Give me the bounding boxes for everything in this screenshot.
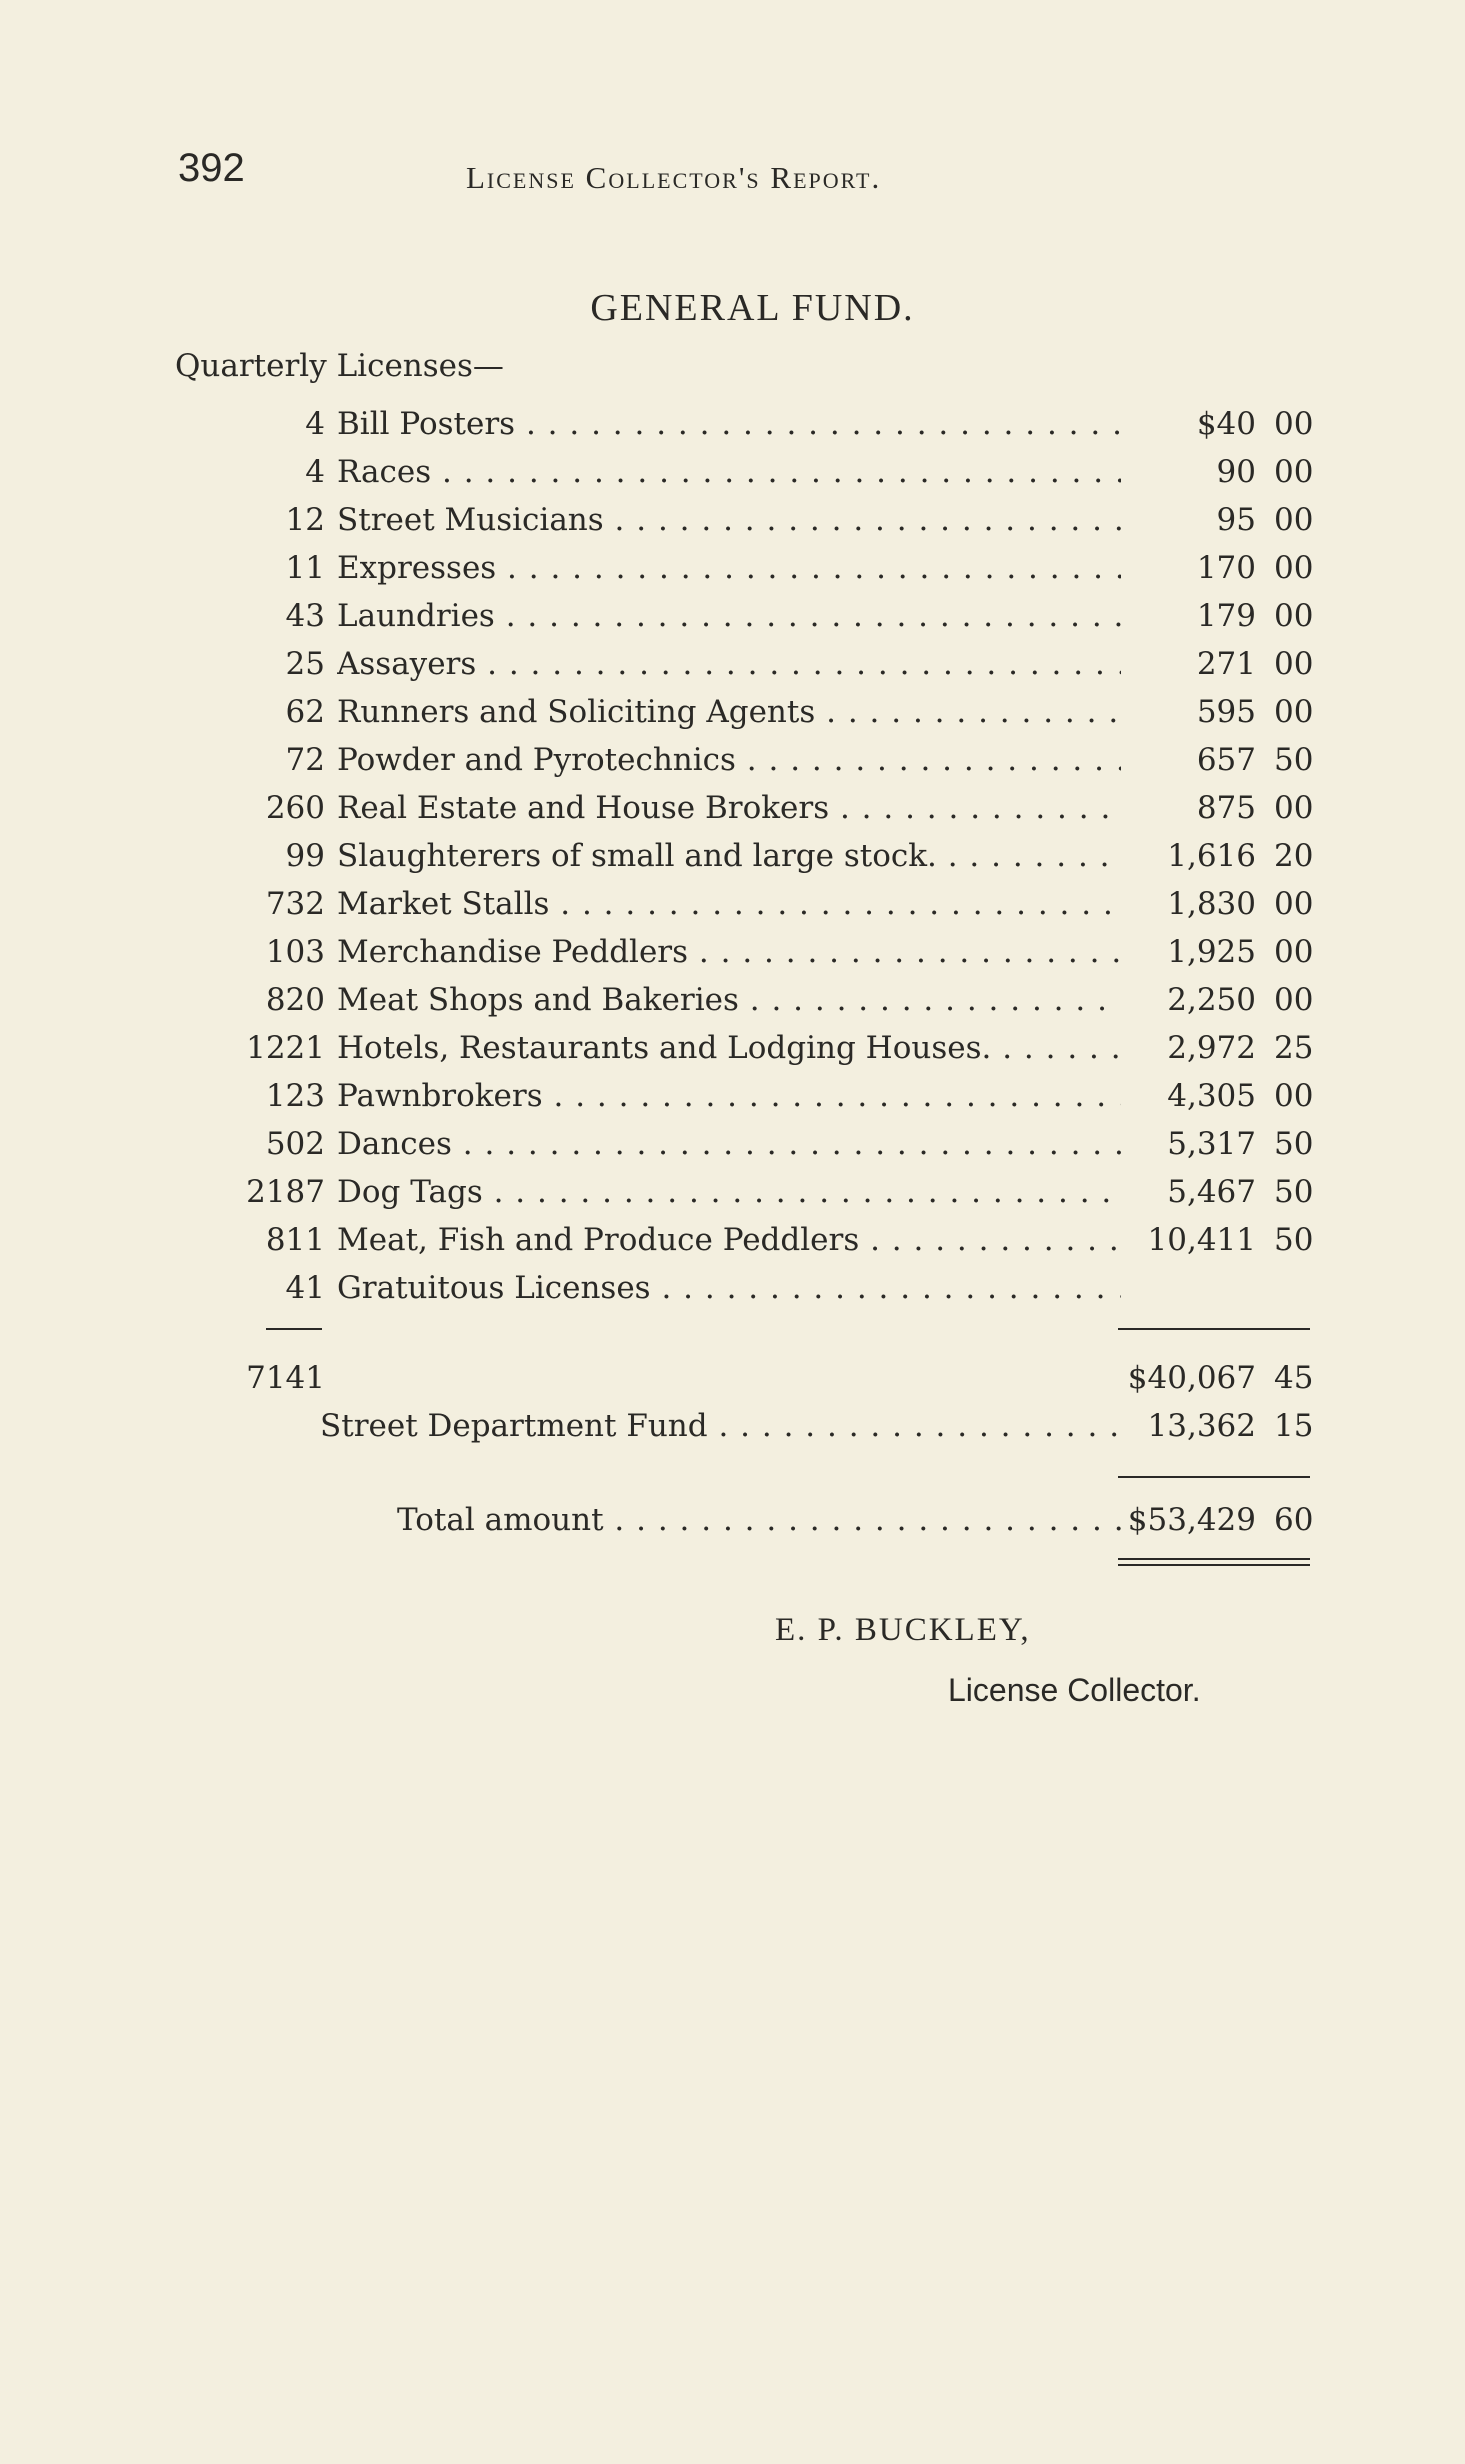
license-count: 4 xyxy=(305,454,325,490)
section-title: GENERAL FUND. xyxy=(590,287,915,329)
license-cents: 00 xyxy=(1274,694,1314,730)
license-cents: 50 xyxy=(1274,1222,1314,1258)
license-label: Real Estate and House Brokers . . . xyxy=(337,784,1121,832)
license-label: Gratuitous Licenses . . . xyxy=(337,1264,1121,1312)
sum-rule xyxy=(1118,1328,1310,1330)
license-dollars: 2,972 xyxy=(1167,1030,1256,1066)
license-row xyxy=(0,544,1465,592)
license-cents: 00 xyxy=(1274,934,1314,970)
license-cents: 00 xyxy=(1274,790,1314,826)
license-label: Dog Tags . . . xyxy=(337,1168,1121,1216)
license-label: Expresses . . . xyxy=(337,544,1121,592)
license-row xyxy=(0,784,1465,832)
license-count: 811 xyxy=(265,1222,325,1258)
license-dollars: 10,411 xyxy=(1147,1222,1256,1258)
license-label: Laundries . . . xyxy=(337,592,1121,640)
license-label: Assayers . . . xyxy=(337,640,1121,688)
license-cents: 00 xyxy=(1274,982,1314,1018)
license-count: 4 xyxy=(305,406,325,442)
signature-name: E. P. BUCKLEY, xyxy=(775,1612,1031,1648)
license-cents: 00 xyxy=(1274,454,1314,490)
total-dollars: $53,429 xyxy=(1127,1502,1256,1538)
license-row xyxy=(0,1168,1465,1216)
license-dollars: 657 xyxy=(1196,742,1256,778)
license-cents: 00 xyxy=(1274,550,1314,586)
total-row xyxy=(0,1496,1465,1544)
license-dollars: 95 xyxy=(1216,502,1256,538)
license-row xyxy=(0,928,1465,976)
license-count: 2187 xyxy=(246,1174,325,1210)
signature-title: License Collector. xyxy=(948,1672,1201,1708)
double-rule-bottom xyxy=(1118,1564,1310,1566)
subheading: Quarterly Licenses— xyxy=(175,348,504,384)
license-row xyxy=(0,1216,1465,1264)
license-row xyxy=(0,880,1465,928)
license-count: 732 xyxy=(265,886,325,922)
license-count: 820 xyxy=(265,982,325,1018)
license-count: 99 xyxy=(285,838,325,874)
license-cents: 50 xyxy=(1274,1174,1314,1210)
license-label: Market Stalls . . . xyxy=(337,880,1121,928)
subtotal-cents: 45 xyxy=(1274,1360,1314,1396)
license-row xyxy=(0,976,1465,1024)
license-dollars: 170 xyxy=(1196,550,1256,586)
license-label: Street Musicians . . . xyxy=(337,496,1121,544)
license-dollars: 875 xyxy=(1196,790,1256,826)
license-cents: 50 xyxy=(1274,742,1314,778)
page-number: 392 xyxy=(178,146,245,190)
license-count: 260 xyxy=(265,790,325,826)
street-fund-row xyxy=(0,1402,1465,1450)
license-count: 502 xyxy=(265,1126,325,1162)
license-row xyxy=(0,688,1465,736)
license-cents: 25 xyxy=(1274,1030,1314,1066)
license-label: Runners and Soliciting Agents . . . xyxy=(337,688,1121,736)
license-count: 123 xyxy=(265,1078,325,1114)
license-label: Merchandise Peddlers . . . xyxy=(337,928,1121,976)
license-dollars: 1,925 xyxy=(1167,934,1256,970)
street-fund-cents: 15 xyxy=(1274,1408,1314,1444)
license-count: 62 xyxy=(285,694,325,730)
total-rule xyxy=(1118,1476,1310,1478)
license-dollars: 271 xyxy=(1196,646,1256,682)
license-dollars: 5,467 xyxy=(1167,1174,1256,1210)
license-row xyxy=(0,832,1465,880)
license-row xyxy=(0,1120,1465,1168)
license-dollars: 5,317 xyxy=(1167,1126,1256,1162)
license-row xyxy=(0,640,1465,688)
license-row xyxy=(0,400,1465,448)
license-label: Hotels, Restaurants and Lodging Houses. . . . xyxy=(337,1024,1121,1072)
subtotal-dollars: $40,067 xyxy=(1127,1360,1256,1396)
license-dollars: 1,616 xyxy=(1167,838,1256,874)
license-cents: 00 xyxy=(1274,406,1314,442)
license-row xyxy=(0,1072,1465,1120)
license-cents: 20 xyxy=(1274,838,1314,874)
license-count: 12 xyxy=(285,502,325,538)
license-label: Slaughterers of small and large stock. . . . xyxy=(337,832,1121,880)
license-cents: 50 xyxy=(1274,1126,1314,1162)
license-row xyxy=(0,592,1465,640)
subtotal-row xyxy=(0,1354,1465,1402)
license-dollars: 595 xyxy=(1196,694,1256,730)
license-dollars: 90 xyxy=(1216,454,1256,490)
running-head: License Collector's Report. xyxy=(466,160,882,195)
total-cents: 60 xyxy=(1274,1502,1314,1538)
license-cents: 00 xyxy=(1274,886,1314,922)
license-dollars: $40 xyxy=(1196,406,1256,442)
license-row xyxy=(0,736,1465,784)
double-rule-top xyxy=(1118,1558,1310,1560)
license-row xyxy=(0,496,1465,544)
license-count: 41 xyxy=(285,1270,325,1306)
total-label: Total amount . . . xyxy=(397,1496,1121,1544)
license-dollars: 2,250 xyxy=(1167,982,1256,1018)
license-dollars: 4,305 xyxy=(1167,1078,1256,1114)
street-fund-label: Street Department Fund . . . xyxy=(320,1402,1120,1450)
subtotal-count: 7141 xyxy=(246,1360,325,1396)
license-count: 72 xyxy=(285,742,325,778)
license-count: 11 xyxy=(285,550,325,586)
license-count: 1221 xyxy=(246,1030,325,1066)
license-count: 25 xyxy=(285,646,325,682)
license-cents: 00 xyxy=(1274,646,1314,682)
license-count: 43 xyxy=(285,598,325,634)
street-fund-dollars: 13,362 xyxy=(1147,1408,1256,1444)
license-label: Meat Shops and Bakeries . . . xyxy=(337,976,1121,1024)
license-dollars: 1,830 xyxy=(1167,886,1256,922)
license-cents: 00 xyxy=(1274,1078,1314,1114)
license-cents: 00 xyxy=(1274,598,1314,634)
license-count: 103 xyxy=(265,934,325,970)
license-row xyxy=(0,1264,1465,1312)
license-label: Dances . . . xyxy=(337,1120,1121,1168)
license-label: Races . . . xyxy=(337,448,1121,496)
license-dollars: 179 xyxy=(1196,598,1256,634)
license-row xyxy=(0,1024,1465,1072)
license-cents: 00 xyxy=(1274,502,1314,538)
count-column-rule xyxy=(266,1328,322,1330)
license-label: Powder and Pyrotechnics . . . xyxy=(337,736,1121,784)
license-label: Pawnbrokers . . . xyxy=(337,1072,1121,1120)
license-row xyxy=(0,448,1465,496)
license-label: Meat, Fish and Produce Peddlers . . . xyxy=(337,1216,1121,1264)
license-label: Bill Posters . . . xyxy=(337,400,1121,448)
